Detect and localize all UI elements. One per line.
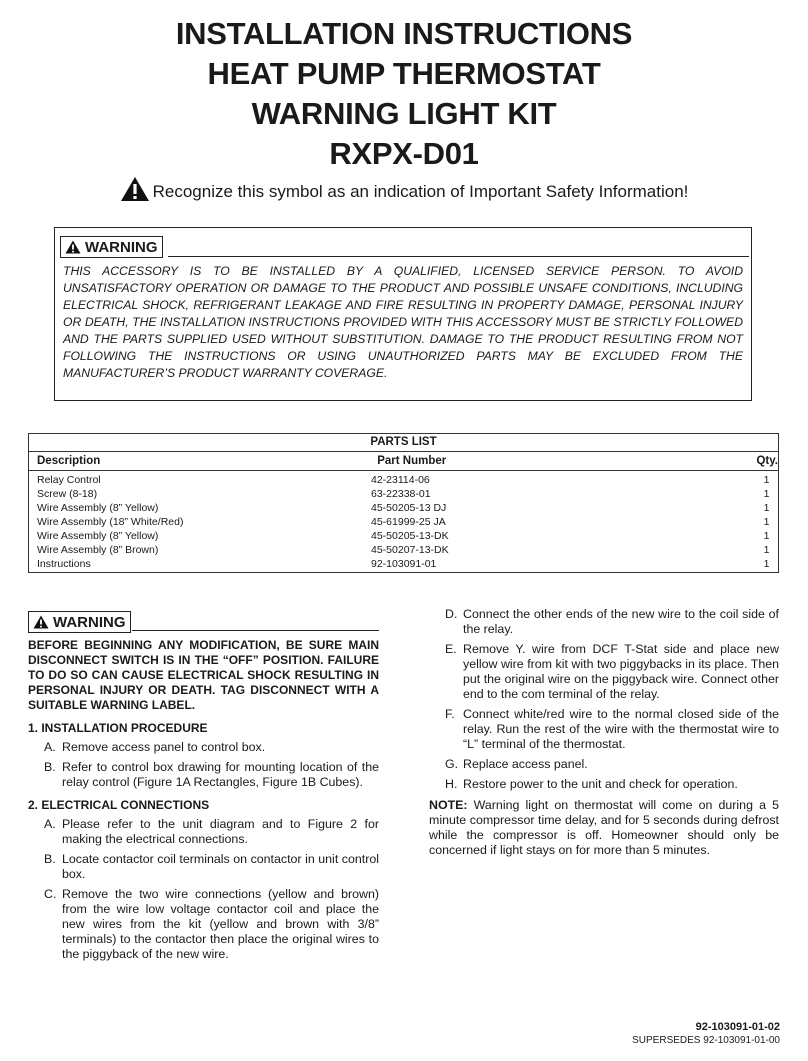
warning-box [54, 227, 752, 401]
item-label: A. [44, 740, 56, 754]
note-text: Warning light on thermostat will come on during a 5 minute compressor time delay, and for 5 seconds during defrost while the compressor is off. Homeowner should only be concerned if light stays on for more than 5 minutes. [429, 798, 779, 857]
cell-description: Wire Assembly (18” White/Red) [37, 516, 184, 528]
disconnect-warning-text: BEFORE BEGINNING ANY MODIFICATION, BE SURE MAIN DISCONNECT SWITCH IS IN THE “OFF” POSITION. FAILURE TO DO SO CAN CAUSE ELECTRICAL SHOCK RESULTING IN PERSONAL INJURY OR DEATH. TAG DISCONNECT WITH A SUITABLE WARNING LABEL. [28, 638, 379, 712]
parts-list-title: PARTS LIST [29, 434, 778, 452]
warning-divider [168, 256, 749, 257]
table-row [29, 515, 778, 529]
list-item [28, 852, 379, 882]
right-column [429, 607, 779, 858]
cell-qty: 1 [763, 544, 770, 556]
list-item [28, 817, 379, 847]
header-description: Description [37, 455, 101, 467]
safety-notice-text: Recognize this symbol as an indication of Important Safety Information! [152, 182, 689, 201]
footer [632, 1021, 780, 1047]
item-text: Refer to control box drawing for mounting location of the relay control (Figure 1A Rectangles, Figure 1B Cubes). [62, 760, 379, 789]
cell-qty: 1 [763, 530, 770, 542]
cell-description: Relay Control [37, 474, 101, 486]
warning-label [60, 236, 163, 258]
note-paragraph [429, 798, 779, 858]
warning-label-text: WARNING [53, 613, 126, 631]
header-qty: Qty. [756, 455, 778, 467]
cell-description: Screw (8-18) [37, 488, 98, 500]
warning-divider [132, 630, 379, 631]
cell-part-number: 63-22338-01 [371, 488, 431, 500]
warning-triangle-icon [65, 240, 81, 254]
cell-part-number: 42-23114-06 [371, 474, 430, 486]
supersedes-text: SUPERSEDES 92-103091-01-00 [632, 1035, 780, 1046]
warning-triangle-icon [33, 615, 49, 629]
warning-label-text: WARNING [85, 238, 158, 256]
list-item [429, 707, 779, 752]
list-item [429, 607, 779, 637]
item-text: Connect the other ends of the new wire to the coil side of the relay. [463, 607, 779, 636]
cell-qty: 1 [763, 474, 770, 486]
warning-text: THIS ACCESSORY IS TO BE INSTALLED BY A QUALIFIED, LICENSED SERVICE PERSON. TO AVOID UNSATISFACTORY OPERATION OR DAMAGE TO THE PRODUCT AND POSSIBLE UNSAFE CONDITIONS, INCLUDING ELECTRICAL SHOCK, REFRIGERANT LEAKAGE AND FIRE RESULTING IN PROPERTY DAMAGE, PERSONAL INJURY OR DEATH, THE INSTALLATION INSTRUCTIONS PROVIDED WITH THIS ACCESSORY MUST BE STRICTLY FOLLOWED AND THE PARTS SUPPLIED USED WITHOUT SUBSTITUTION. DAMAGE TO THE PRODUCT RESULTING FROM NOT FOLLOWING THE INSTRUCTIONS OR USING UNAUTHORIZED PARTS MAY BE EXCLUDED FROM THE MANUFACTURER’S PRODUCT WARRANTY COVERAGE. [63, 264, 743, 380]
warning-triangle-icon [120, 176, 150, 202]
table-row [29, 501, 778, 515]
cell-description: Instructions [37, 558, 91, 570]
document-title [0, 14, 808, 174]
parts-list-body [29, 471, 778, 572]
item-text: Remove the two wire connections (yellow and brown) from the wire low voltage contactor coil and place the new wires from the kit (yellow and brown with 3/8” terminals) to the contactor then place the original wires to the piggyback of the new wire. [62, 887, 379, 961]
item-text: Remove Y. wire from DCF T-Stat side and place new yellow wire from kit with two piggybacks in its place. Then put the original wire on the piggyback wire. Connect other end to the com terminal of the relay. [463, 642, 779, 701]
cell-qty: 1 [763, 516, 770, 528]
item-label: B. [44, 852, 56, 866]
list-item [429, 777, 779, 792]
item-label: G. [445, 757, 459, 771]
item-label: B. [44, 760, 56, 774]
title-line-4: RXPX-D01 [329, 136, 479, 171]
cell-description: Wire Assembly (8” Yellow) [37, 502, 159, 514]
title-line-3: WARNING LIGHT KIT [251, 96, 557, 131]
parts-list-header [29, 452, 778, 471]
item-label: E. [445, 642, 457, 656]
title-line-2: HEAT PUMP THERMOSTAT [207, 56, 601, 91]
cell-part-number: 45-50205-13-DK [371, 530, 449, 542]
item-text: Please refer to the unit diagram and to Figure 2 for making the electrical connections. [62, 817, 379, 846]
item-text: Restore power to the unit and check for operation. [463, 777, 738, 791]
list-item [429, 642, 779, 702]
cell-part-number: 92-103091-01 [371, 558, 437, 570]
item-label: F. [445, 707, 455, 721]
section-heading-electrical: 2. ELECTRICAL CONNECTIONS [28, 798, 210, 812]
warning-header [28, 611, 379, 633]
cell-qty: 1 [763, 558, 770, 570]
table-row [29, 529, 778, 543]
item-text: Replace access panel. [463, 757, 588, 771]
table-row [29, 557, 778, 571]
item-label: C. [44, 887, 57, 901]
item-text: Locate contactor coil terminals on contactor in unit control box. [62, 852, 379, 881]
document-number: 92-103091-01-02 [695, 1021, 780, 1033]
warning-label [28, 611, 131, 633]
item-label: D. [445, 607, 458, 621]
parts-list-table [28, 433, 779, 573]
cell-description: Wire Assembly (8” Brown) [37, 544, 159, 556]
cell-part-number: 45-50207-13-DK [371, 544, 449, 556]
note-label: NOTE: [429, 798, 468, 812]
title-line-1: INSTALLATION INSTRUCTIONS [175, 16, 633, 51]
cell-qty: 1 [763, 502, 770, 514]
left-column [28, 611, 379, 967]
table-row [29, 487, 778, 501]
cell-part-number: 45-61999-25 JA [371, 516, 446, 528]
list-item [28, 887, 379, 962]
item-label: H. [445, 777, 458, 791]
table-row [29, 543, 778, 557]
table-row [29, 473, 778, 487]
item-text: Remove access panel to control box. [62, 740, 266, 754]
cell-qty: 1 [763, 488, 770, 500]
cell-part-number: 45-50205-13 DJ [371, 502, 447, 514]
item-text: Connect white/red wire to the normal closed side of the relay. Run the rest of the wire with the thermostat wire to “L” terminal of the thermostat. [463, 707, 779, 751]
list-item [28, 740, 379, 755]
cell-description: Wire Assembly (8” Yellow) [37, 530, 159, 542]
list-item [429, 757, 779, 772]
section-heading-installation: 1. INSTALLATION PROCEDURE [28, 721, 208, 735]
list-item [28, 760, 379, 790]
header-part-number: Part Number [377, 455, 447, 467]
safety-notice [0, 176, 808, 202]
item-label: A. [44, 817, 56, 831]
